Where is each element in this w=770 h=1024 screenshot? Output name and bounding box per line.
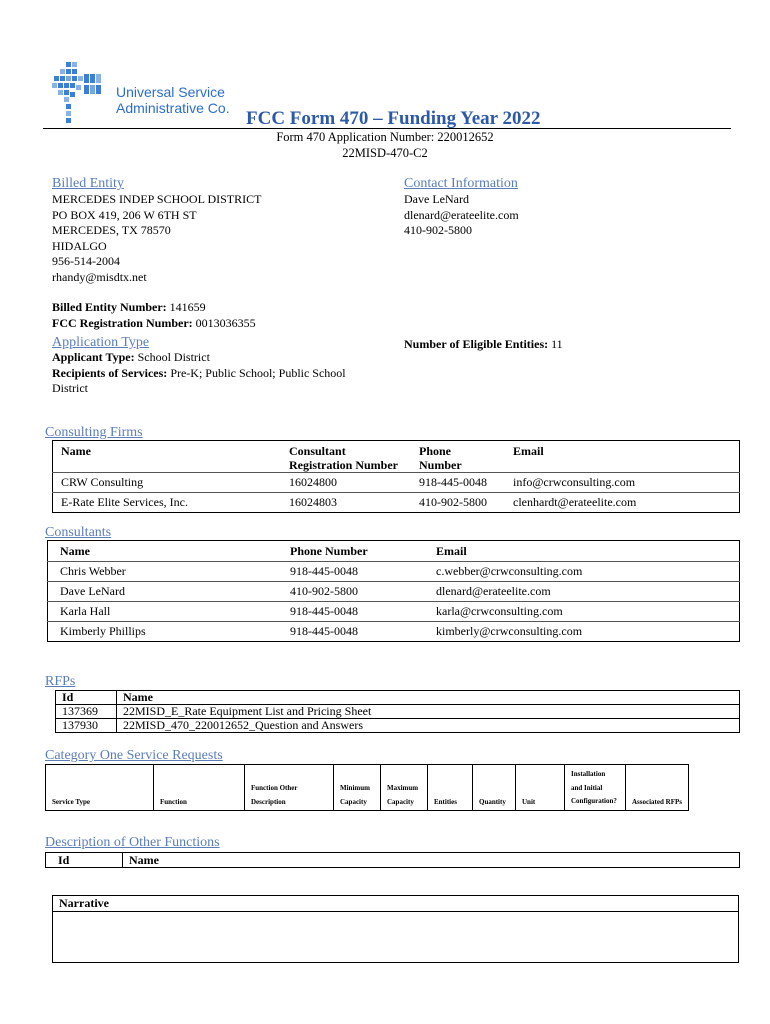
recipients-label: Recipients of Services: <box>52 365 168 380</box>
contact-information-heading: Contact Information <box>404 176 518 191</box>
rfp-id: 137930 <box>56 719 117 733</box>
table-row <box>48 602 740 622</box>
column-header-email: Email <box>436 544 467 558</box>
billed-entity-name: MERCEDES INDEP SCHOOL DISTRICT <box>52 192 262 206</box>
title-divider <box>43 128 731 129</box>
usac-logo <box>50 60 240 130</box>
applicant-type-value: School District <box>137 350 210 364</box>
eligible-entities <box>404 337 563 353</box>
column-header-id: Id <box>46 853 123 868</box>
column-header-name: Name <box>60 544 90 558</box>
header-reg-line-2: Registration Number <box>289 458 398 472</box>
header-max-line-1: Maximum <box>387 784 419 792</box>
column-header-name: Name <box>61 444 91 458</box>
consultant-phone: 410-902-5800 <box>282 582 428 602</box>
rfp-name: 22MISD_E_Rate Equipment List and Pricing Sheet <box>117 705 740 719</box>
contact-phone: 410-902-5800 <box>404 223 472 237</box>
consultant-phone: 918-445-0048 <box>282 602 428 622</box>
firm-email: clenhardt@erateelite.com <box>505 493 740 513</box>
billed-entity-heading: Billed Entity <box>52 176 124 191</box>
header-function-other-line-2: Description <box>251 797 286 806</box>
header-install-line-2: and Initial <box>571 783 603 792</box>
consultant-name: Chris Webber <box>48 562 283 582</box>
billed-entity-street: PO BOX 419, 206 W 6TH ST <box>52 207 197 222</box>
applicant-type-label: Applicant Type: <box>52 350 135 364</box>
recipients-of-services <box>52 366 346 382</box>
rfp-id: 137369 <box>56 705 117 719</box>
column-header-quantity: Quantity <box>473 765 516 811</box>
other-functions-table <box>45 852 740 868</box>
fcc-registration-number <box>52 316 256 332</box>
consultant-name: Dave LeNard <box>48 582 283 602</box>
other-functions-heading: Description of Other Functions <box>45 835 220 850</box>
consulting-firms-table <box>52 440 740 513</box>
column-header-entities: Entities <box>428 765 473 811</box>
consultant-email: c.webber@crwconsulting.com <box>428 562 740 582</box>
contact-details <box>404 192 519 239</box>
column-header-unit: Unit <box>516 765 565 811</box>
column-header-installation <box>565 765 626 811</box>
table-header-row <box>46 765 689 811</box>
contact-name: Dave LeNard <box>404 192 469 206</box>
firm-name: E-Rate Elite Services, Inc. <box>53 493 282 513</box>
firm-phone: 918-445-0048 <box>411 473 505 493</box>
fcc-registration-label: FCC Registration Number: <box>52 316 193 330</box>
table-header-row <box>53 441 740 473</box>
header-install-line-1: Installation <box>571 770 606 778</box>
recipients-value-continued: District <box>52 381 88 395</box>
firm-registration: 16024803 <box>281 493 411 513</box>
consultants-table <box>47 540 740 642</box>
eligible-entities-label: Number of Eligible Entities: <box>404 337 549 351</box>
consultants-heading: Consultants <box>45 525 112 540</box>
billed-entity-phone: 956-514-2004 <box>52 254 120 268</box>
column-header-name: Name <box>117 691 740 705</box>
application-type-details <box>52 350 346 397</box>
rfps-table <box>55 690 740 733</box>
logo-line-1: Universal Service <box>116 84 225 100</box>
applicant-type <box>52 350 346 366</box>
header-min-line-1: Minimum <box>340 784 370 792</box>
consultant-name: Kimberly Phillips <box>48 622 283 642</box>
billed-entity-email: rhandy@misdtx.net <box>52 269 147 284</box>
column-header-function: Function <box>154 765 245 811</box>
table-row <box>48 582 740 602</box>
consultant-name: Karla Hall <box>48 602 283 622</box>
consultant-email: kimberly@crwconsulting.com <box>428 622 740 642</box>
contact-email: dlenard@erateelite.com <box>404 207 519 222</box>
billed-entity-number-value: 141659 <box>169 300 206 314</box>
form-title: FCC Form 470 – Funding Year 2022 <box>246 108 541 129</box>
table-row <box>48 562 740 582</box>
header-function-other-line-1: Function Other <box>251 784 298 792</box>
application-nickname: 22MISD-470-C2 <box>342 146 428 160</box>
table-row <box>56 705 740 719</box>
firm-email: info@crwconsulting.com <box>505 473 740 493</box>
billed-entity-address <box>52 192 261 285</box>
header-phone-line-1: Phone <box>419 444 452 458</box>
column-header-name: Name <box>123 853 740 868</box>
header-max-line-2: Capacity <box>387 797 414 806</box>
consultant-email: karla@crwconsulting.com <box>428 602 740 622</box>
rfps-heading: RFPs <box>45 674 76 689</box>
billed-entity-number <box>52 300 206 316</box>
billed-entity-city: MERCEDES, TX 78570 <box>52 223 171 237</box>
header-reg-line-1: Consultant <box>289 444 346 458</box>
table-row <box>56 719 740 733</box>
eligible-entities-value: 11 <box>551 337 563 351</box>
usac-logo-text <box>116 84 230 116</box>
consultant-phone: 918-445-0048 <box>282 622 428 642</box>
billed-entity-county: HIDALGO <box>52 238 107 253</box>
table-header-row <box>46 853 740 868</box>
fcc-registration-value: 0013036355 <box>195 316 256 330</box>
category-one-table <box>45 764 689 811</box>
consultant-phone: 918-445-0048 <box>282 562 428 582</box>
column-header-minimum-capacity <box>334 765 381 811</box>
column-header-maximum-capacity <box>381 765 428 811</box>
application-number: Form 470 Application Number: 220012652 <box>276 130 494 144</box>
firm-registration: 16024800 <box>281 473 411 493</box>
table-row <box>53 473 740 493</box>
column-header-phone: Phone Number <box>290 544 368 558</box>
application-type-heading: Application Type <box>52 335 150 350</box>
category-one-heading: Category One Service Requests <box>45 748 223 763</box>
column-header-id: Id <box>56 691 117 705</box>
rfp-name: 22MISD_470_220012652_Question and Answers <box>117 719 740 733</box>
firm-phone: 410-902-5800 <box>411 493 505 513</box>
column-header-service-type: Service Type <box>52 798 91 806</box>
column-header-phone <box>411 441 505 473</box>
header-install-line-3: Configuration? <box>571 797 617 805</box>
column-header-email: Email <box>513 444 544 458</box>
narrative-heading: Narrative <box>53 896 738 912</box>
table-row <box>48 622 740 642</box>
billed-entity-number-label: Billed Entity Number: <box>52 300 167 314</box>
header-phone-line-2: Number <box>419 458 462 472</box>
firm-name: CRW Consulting <box>53 473 282 493</box>
usac-logo-mark-icon <box>50 60 110 128</box>
table-header-row <box>56 691 740 705</box>
recipients-value: Pre-K; Public School; Public School <box>170 365 346 380</box>
table-header-row <box>48 541 740 562</box>
narrative-box <box>52 895 739 963</box>
consulting-firms-heading: Consulting Firms <box>45 425 143 440</box>
column-header-associated-rfps: Associated RFPs <box>626 765 689 811</box>
header-min-line-2: Capacity <box>340 797 367 806</box>
column-header-function-other <box>245 765 334 811</box>
logo-line-2: Administrative Co. <box>116 100 230 116</box>
table-row <box>53 493 740 513</box>
column-header-registration <box>281 441 411 473</box>
consultant-email: dlenard@erateelite.com <box>428 582 740 602</box>
